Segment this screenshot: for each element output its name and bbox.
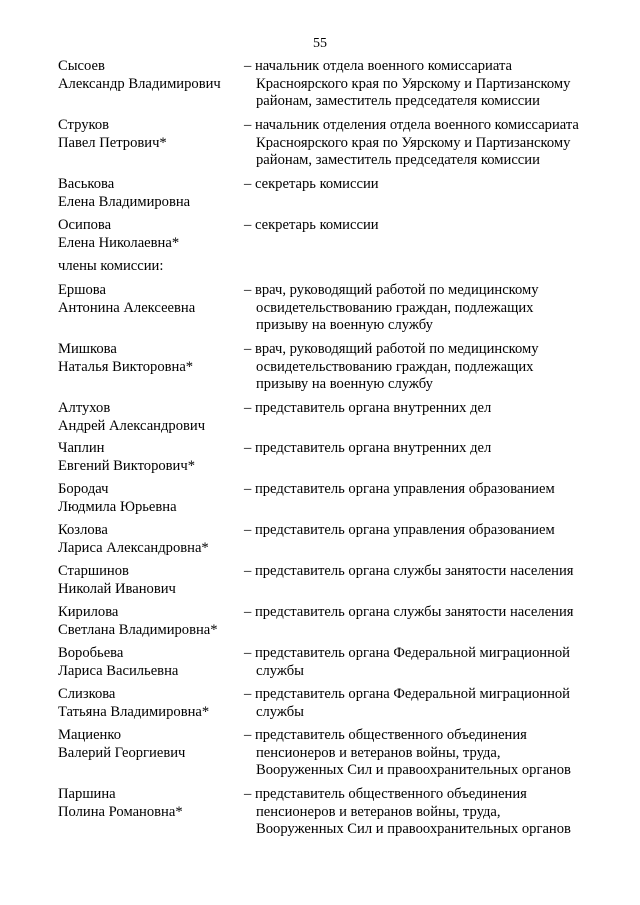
role-line: Красноярского края по Уярскому и Партизанскому xyxy=(256,134,571,151)
member-name xyxy=(58,522,243,557)
page-number: 55 xyxy=(313,36,327,51)
role-line: – представитель органа внутренних дел xyxy=(244,440,492,456)
member-role xyxy=(244,117,616,170)
member-surname: Паршина xyxy=(58,786,116,802)
member-surname: Слизкова xyxy=(58,686,116,702)
member-role xyxy=(244,481,616,499)
member-given-names: Александр Владимирович xyxy=(58,75,221,92)
member-name xyxy=(58,481,243,516)
role-line: – представитель общественного объединения xyxy=(244,786,527,802)
member-surname: Алтухов xyxy=(58,400,111,416)
member-given-names: Евгений Викторович* xyxy=(58,457,196,474)
role-line: призыву на военную службу xyxy=(256,317,433,334)
role-line: службы xyxy=(256,662,304,679)
role-line: – начальник отдела военного комиссариата xyxy=(244,58,512,74)
member-role xyxy=(244,176,616,194)
member-role xyxy=(244,341,616,394)
member-role xyxy=(244,58,616,111)
role-line: службы xyxy=(256,703,304,720)
member-given-names: Валерий Георгиевич xyxy=(58,744,186,761)
role-line: пенсионеров и ветеранов войны, труда, xyxy=(256,803,501,820)
member-name xyxy=(58,440,243,475)
member-given-names: Елена Николаевна* xyxy=(58,234,180,251)
member-given-names: Лариса Александровна* xyxy=(58,539,209,556)
member-role xyxy=(244,522,616,540)
member-given-names: Светлана Владимировна* xyxy=(58,621,218,638)
member-name xyxy=(58,786,243,821)
member-given-names: Полина Романовна* xyxy=(58,803,183,820)
role-line: Красноярского края по Уярскому и Партизанскому xyxy=(256,75,571,92)
member-name xyxy=(58,604,243,639)
role-line: – секретарь комиссии xyxy=(244,217,379,233)
member-name xyxy=(58,117,243,152)
role-line: – представитель органа Федеральной миграционной xyxy=(244,645,570,661)
role-line: освидетельствованию граждан, подлежащих xyxy=(256,358,534,375)
member-name xyxy=(58,217,243,252)
role-line: – представитель органа управления образованием xyxy=(244,522,555,538)
role-line: – врач, руководящий работой по медицинскому xyxy=(244,341,539,357)
member-given-names: Людмила Юрьевна xyxy=(58,498,177,515)
member-role xyxy=(244,217,616,235)
member-surname: Бородач xyxy=(58,481,109,497)
role-line: Вооруженных Сил и правоохранительных органов xyxy=(256,762,571,779)
role-line: пенсионеров и ветеранов войны, труда, xyxy=(256,744,501,761)
member-given-names: Наталья Викторовна* xyxy=(58,358,194,375)
member-name xyxy=(58,686,243,721)
member-surname: Старшинов xyxy=(58,563,129,579)
member-role xyxy=(244,645,616,680)
role-line: призыву на военную службу xyxy=(256,376,433,393)
role-line: – начальник отделения отдела военного комиссариата xyxy=(244,117,579,133)
member-name xyxy=(58,58,243,93)
member-surname: Васькова xyxy=(58,176,115,192)
member-surname: Осипова xyxy=(58,217,112,233)
member-role xyxy=(244,727,616,780)
member-surname: Кирилова xyxy=(58,604,119,620)
member-name xyxy=(58,341,243,376)
role-line: – представитель органа Федеральной миграционной xyxy=(244,686,570,702)
member-role xyxy=(244,786,616,839)
role-line: – представитель органа внутренних дел xyxy=(244,400,492,416)
role-line: районам, заместитель председателя комиссии xyxy=(256,93,540,110)
role-line: районам, заместитель председателя комиссии xyxy=(256,152,540,169)
role-line: – секретарь комиссии xyxy=(244,176,379,192)
member-given-names: Николай Иванович xyxy=(58,580,176,597)
members-section-label: члены комиссии: xyxy=(58,258,164,274)
member-surname: Сысоев xyxy=(58,58,105,74)
role-line: Вооруженных Сил и правоохранительных органов xyxy=(256,821,571,838)
role-line: – представитель общественного объединения xyxy=(244,727,527,743)
member-given-names: Павел Петрович* xyxy=(58,134,167,151)
member-surname: Чаплин xyxy=(58,440,105,456)
member-role xyxy=(244,686,616,721)
role-line: – представитель органа службы занятости населения xyxy=(244,604,574,620)
member-given-names: Татьяна Владимировна* xyxy=(58,703,210,720)
role-line: – врач, руководящий работой по медицинскому xyxy=(244,282,539,298)
member-name xyxy=(58,645,243,680)
member-surname: Струков xyxy=(58,117,110,133)
member-name xyxy=(58,400,243,435)
member-surname: Ершова xyxy=(58,282,106,298)
member-name xyxy=(58,282,243,317)
member-role xyxy=(244,440,616,458)
member-given-names: Андрей Александрович xyxy=(58,417,206,434)
member-given-names: Елена Владимировна xyxy=(58,193,191,210)
role-line: – представитель органа службы занятости населения xyxy=(244,563,574,579)
member-role xyxy=(244,400,616,418)
member-name xyxy=(58,563,243,598)
member-surname: Воробьева xyxy=(58,645,124,661)
member-given-names: Антонина Алексеевна xyxy=(58,299,196,316)
member-name xyxy=(58,727,243,762)
member-surname: Мишкова xyxy=(58,341,117,357)
member-role xyxy=(244,604,616,622)
member-name xyxy=(58,176,243,211)
role-line: – представитель органа управления образованием xyxy=(244,481,555,497)
member-surname: Козлова xyxy=(58,522,108,538)
role-line: освидетельствованию граждан, подлежащих xyxy=(256,299,534,316)
member-role xyxy=(244,563,616,581)
member-given-names: Лариса Васильевна xyxy=(58,662,179,679)
member-surname: Мациенко xyxy=(58,727,122,743)
member-role xyxy=(244,282,616,335)
